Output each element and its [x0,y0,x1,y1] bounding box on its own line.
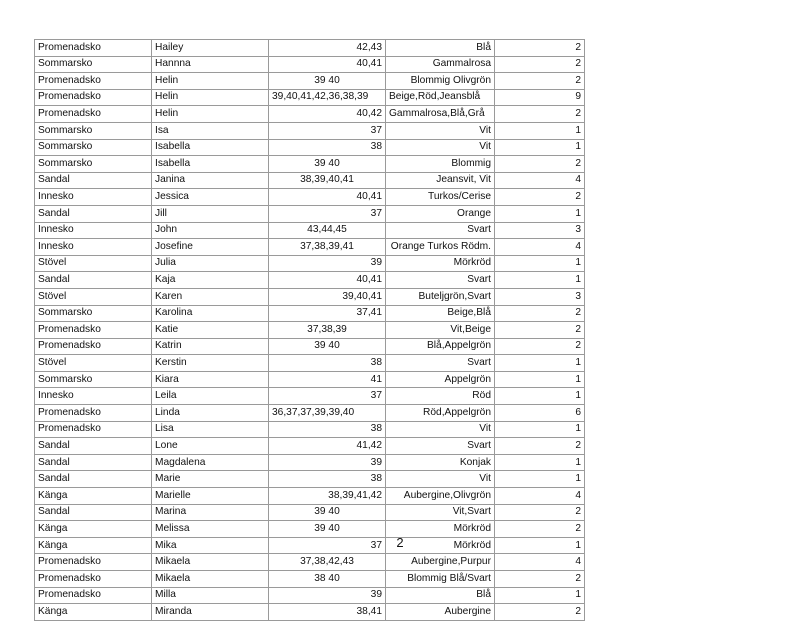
quantity-cell: 1 [495,355,585,372]
table-row [35,156,585,173]
quantity-cell: 1 [495,587,585,604]
sizes-cell: 39 [269,255,386,272]
name-cell: Leila [152,388,269,405]
colors-cell: Blommig Olivgrön [386,73,495,90]
sizes-cell: 38 [269,139,386,156]
colors-cell: Vit [386,421,495,438]
shoe-type-cell: Innesko [35,222,152,239]
sizes-cell: 43,44,45 [269,222,386,239]
colors-cell: Gammalrosa,Blå,Grå [386,106,495,123]
colors-cell: Beige,Blå [386,305,495,322]
name-cell: Magdalena [152,454,269,471]
table-row [35,554,585,571]
table-row [35,172,585,189]
name-cell: John [152,222,269,239]
colors-cell: Blommig [386,156,495,173]
name-cell: Hannna [152,56,269,73]
table-row [35,122,585,139]
sizes-cell: 40,42 [269,106,386,123]
sizes-cell: 39 [269,587,386,604]
sizes-cell: 39 40 [269,156,386,173]
name-cell: Julia [152,255,269,272]
shoe-type-cell: Promenadsko [35,322,152,339]
table-row [35,255,585,272]
name-cell: Katie [152,322,269,339]
table-row [35,488,585,505]
name-cell: Kiara [152,371,269,388]
table-row [35,222,585,239]
table-row [35,504,585,521]
quantity-cell: 2 [495,73,585,90]
colors-cell: Svart [386,438,495,455]
table-row [35,305,585,322]
sizes-cell: 39 40 [269,73,386,90]
sizes-cell: 37,38,39 [269,322,386,339]
shoe-type-cell: Promenadsko [35,73,152,90]
quantity-cell: 1 [495,255,585,272]
shoe-type-cell: Sommarsko [35,156,152,173]
quantity-cell: 2 [495,40,585,57]
table-row [35,604,585,621]
shoe-type-cell: Stövel [35,288,152,305]
name-cell: Milla [152,587,269,604]
shoe-type-cell: Stövel [35,355,152,372]
table-row [35,438,585,455]
colors-cell: Beige,Röd,Jeansblå [386,89,495,106]
colors-cell: Röd,Appelgrön [386,405,495,422]
colors-cell: Vit [386,122,495,139]
sizes-cell: 40,41 [269,56,386,73]
quantity-cell: 1 [495,454,585,471]
name-cell: Helin [152,89,269,106]
quantity-cell: 1 [495,371,585,388]
quantity-cell: 2 [495,156,585,173]
colors-cell: Aubergine [386,604,495,621]
name-cell: Katrin [152,338,269,355]
quantity-cell: 4 [495,172,585,189]
shoe-type-cell: Innesko [35,388,152,405]
page-number: 2 [396,535,404,550]
sizes-cell: 40,41 [269,272,386,289]
shoe-type-cell: Sommarsko [35,122,152,139]
shoe-type-cell: Innesko [35,239,152,256]
sizes-cell: 39,40,41 [269,288,386,305]
colors-cell: Blå,Appelgrön [386,338,495,355]
table-row [35,355,585,372]
colors-cell: Mörkröd [386,537,495,554]
colors-cell: Jeansvit, Vit [386,172,495,189]
table-row [35,405,585,422]
shoe-type-cell: Känga [35,604,152,621]
sizes-cell: 37 [269,388,386,405]
quantity-cell: 2 [495,56,585,73]
quantity-cell: 2 [495,322,585,339]
table-row [35,587,585,604]
shoe-type-cell: Sandal [35,471,152,488]
name-cell: Marina [152,504,269,521]
colors-cell: Svart [386,272,495,289]
name-cell: Kaja [152,272,269,289]
name-cell: Karolina [152,305,269,322]
quantity-cell: 1 [495,421,585,438]
sizes-cell: 37 [269,537,386,554]
name-cell: Kerstin [152,355,269,372]
name-cell: Jessica [152,189,269,206]
sizes-cell: 37 [269,205,386,222]
sizes-cell: 37,41 [269,305,386,322]
quantity-cell: 2 [495,571,585,588]
shoe-type-cell: Sandal [35,438,152,455]
table-row [35,205,585,222]
sizes-cell: 36,37,37,39,39,40 [269,405,386,422]
colors-cell: Gammalrosa [386,56,495,73]
quantity-cell: 1 [495,471,585,488]
quantity-cell: 2 [495,438,585,455]
sizes-cell: 37,38,39,41 [269,239,386,256]
table-row [35,139,585,156]
sizes-cell: 39 40 [269,504,386,521]
table-row [35,89,585,106]
name-cell: Marie [152,471,269,488]
shoe-type-cell: Promenadsko [35,421,152,438]
name-cell: Isabella [152,139,269,156]
shoe-type-cell: Promenadsko [35,587,152,604]
shoe-type-cell: Promenadsko [35,40,152,57]
quantity-cell: 4 [495,488,585,505]
shoe-type-cell: Känga [35,537,152,554]
name-cell: Marielle [152,488,269,505]
shoe-type-cell: Promenadsko [35,89,152,106]
name-cell: Jill [152,205,269,222]
quantity-cell: 9 [495,89,585,106]
table-row [35,388,585,405]
shoe-type-cell: Promenadsko [35,106,152,123]
table-row [35,571,585,588]
colors-cell: Vit,Svart [386,504,495,521]
name-cell: Janina [152,172,269,189]
table-row [35,371,585,388]
name-cell: Hailey [152,40,269,57]
shoe-type-cell: Sommarsko [35,305,152,322]
sizes-cell: 39 [269,454,386,471]
colors-cell: Orange Turkos Rödm. [386,239,495,256]
quantity-cell: 2 [495,305,585,322]
quantity-cell: 1 [495,205,585,222]
data-table [34,39,585,621]
colors-cell: Turkos/Cerise [386,189,495,206]
name-cell: Isa [152,122,269,139]
quantity-cell: 2 [495,338,585,355]
sizes-cell: 38,41 [269,604,386,621]
colors-cell: Aubergine,Olivgrön [386,488,495,505]
quantity-cell: 2 [495,521,585,538]
quantity-cell: 4 [495,239,585,256]
shoe-type-cell: Sandal [35,205,152,222]
colors-cell: Svart [386,355,495,372]
quantity-cell: 3 [495,288,585,305]
name-cell: Helin [152,73,269,90]
shoe-type-cell: Sommarsko [35,56,152,73]
name-cell: Mika [152,537,269,554]
name-cell: Isabella [152,156,269,173]
shoe-type-cell: Känga [35,488,152,505]
quantity-cell: 6 [495,405,585,422]
colors-cell: Vit [386,471,495,488]
name-cell: Josefine [152,239,269,256]
sizes-cell: 37 [269,122,386,139]
colors-cell: Röd [386,388,495,405]
colors-cell: Mörkröd [386,255,495,272]
sizes-cell: 38 [269,471,386,488]
colors-cell: Mörkröd [386,521,495,538]
sizes-cell: 39 40 [269,521,386,538]
sizes-cell: 37,38,42,43 [269,554,386,571]
colors-cell: Buteljgrön,Svart [386,288,495,305]
sizes-cell: 38 40 [269,571,386,588]
colors-cell: Blå [386,40,495,57]
quantity-cell: 1 [495,272,585,289]
name-cell: Lone [152,438,269,455]
name-cell: Miranda [152,604,269,621]
shoe-type-cell: Innesko [35,189,152,206]
sizes-cell: 39 40 [269,338,386,355]
table-row [35,40,585,57]
shoe-type-cell: Sandal [35,504,152,521]
quantity-cell: 1 [495,122,585,139]
colors-cell: Appelgrön [386,371,495,388]
colors-cell: Blommig Blå/Svart [386,571,495,588]
colors-cell: Svart [386,222,495,239]
quantity-cell: 2 [495,106,585,123]
quantity-cell: 2 [495,189,585,206]
table-row [35,454,585,471]
sizes-cell: 38,39,41,42 [269,488,386,505]
table-row [35,56,585,73]
colors-cell: Vit,Beige [386,322,495,339]
shoe-type-cell: Promenadsko [35,338,152,355]
name-cell: Mikaela [152,554,269,571]
table-row [35,421,585,438]
table-row [35,106,585,123]
table-row [35,288,585,305]
quantity-cell: 1 [495,139,585,156]
sizes-cell: 41,42 [269,438,386,455]
colors-cell: Blå [386,587,495,604]
sizes-cell: 40,41 [269,189,386,206]
colors-cell: Aubergine,Purpur [386,554,495,571]
shoe-type-cell: Sandal [35,272,152,289]
table-row [35,338,585,355]
sizes-cell: 38 [269,421,386,438]
colors-cell: Konjak [386,454,495,471]
colors-cell: Vit [386,139,495,156]
name-cell: Karen [152,288,269,305]
sizes-cell: 38,39,40,41 [269,172,386,189]
table-row [35,73,585,90]
sizes-cell: 38 [269,355,386,372]
shoe-type-cell: Promenadsko [35,571,152,588]
name-cell: Mikaela [152,571,269,588]
shoe-type-cell: Känga [35,521,152,538]
quantity-cell: 3 [495,222,585,239]
table-row [35,471,585,488]
quantity-cell: 4 [495,554,585,571]
sizes-cell: 39,40,41,42,36,38,39 [269,89,386,106]
sizes-cell: 42,43 [269,40,386,57]
quantity-cell: 2 [495,504,585,521]
name-cell: Linda [152,405,269,422]
table-body [35,40,585,621]
table-row [35,189,585,206]
shoe-type-cell: Promenadsko [35,554,152,571]
quantity-cell: 1 [495,537,585,554]
quantity-cell: 2 [495,604,585,621]
shoe-type-cell: Sommarsko [35,139,152,156]
name-cell: Melissa [152,521,269,538]
name-cell: Helin [152,106,269,123]
quantity-cell: 1 [495,388,585,405]
shoe-type-cell: Sandal [35,172,152,189]
name-cell: Lisa [152,421,269,438]
shoe-type-cell: Stövel [35,255,152,272]
shoe-type-cell: Sommarsko [35,371,152,388]
table-row [35,272,585,289]
sizes-cell: 41 [269,371,386,388]
shoe-type-cell: Promenadsko [35,405,152,422]
colors-cell: Orange [386,205,495,222]
table-row [35,239,585,256]
shoe-type-cell: Sandal [35,454,152,471]
table-row [35,322,585,339]
